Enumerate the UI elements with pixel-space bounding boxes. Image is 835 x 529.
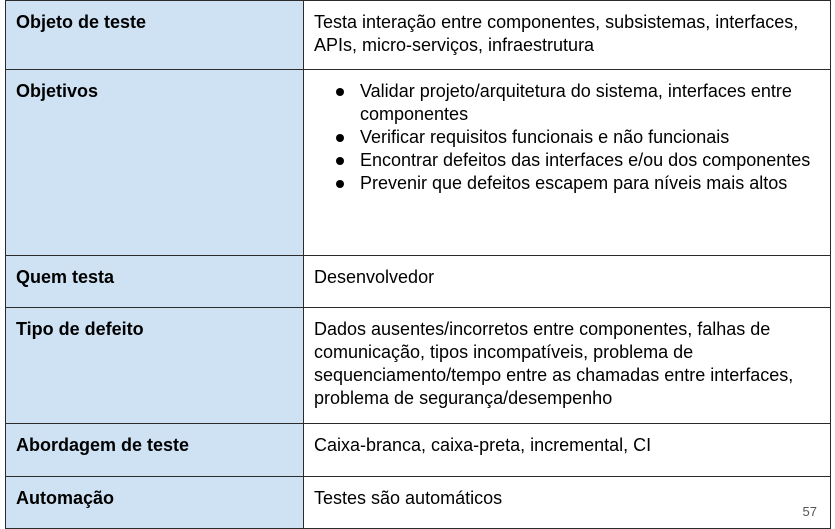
row-label: Objetivos bbox=[6, 70, 304, 256]
row-label: Abordagem de teste bbox=[6, 424, 304, 477]
table-row-automation bbox=[6, 477, 831, 529]
table-row-objectives bbox=[6, 70, 831, 256]
row-value: Desenvolvedor bbox=[304, 256, 831, 308]
row-label: Automação bbox=[6, 477, 304, 529]
table-row-test-object bbox=[6, 1, 831, 70]
list-item: Prevenir que defeitos escapem para níveis mais altos bbox=[360, 172, 820, 195]
row-label: Tipo de defeito bbox=[6, 308, 304, 424]
row-value: Dados ausentes/incorretos entre componentes, falhas de comunicação, tipos incompatíveis, problema de sequenciamento/tempo entre as chamadas entre interfaces, problema de segurança/desempenho bbox=[304, 308, 831, 424]
page-number: 57 bbox=[802, 504, 817, 519]
objectives-list bbox=[314, 80, 820, 195]
row-label: Quem testa bbox=[6, 256, 304, 308]
info-table bbox=[5, 0, 831, 529]
table-row-who-tests bbox=[6, 256, 831, 308]
row-value: Testa interação entre componentes, subsistemas, interfaces, APIs, micro-serviços, infraestrutura bbox=[304, 1, 831, 70]
table-row-test-approach bbox=[6, 424, 831, 477]
list-item: Validar projeto/arquitetura do sistema, interfaces entre componentes bbox=[360, 80, 820, 126]
list-item: Encontrar defeitos das interfaces e/ou dos componentes bbox=[360, 149, 820, 172]
list-item: Verificar requisitos funcionais e não funcionais bbox=[360, 126, 820, 149]
row-label: Objeto de teste bbox=[6, 1, 304, 70]
row-value: Testes são automáticos bbox=[304, 477, 831, 529]
row-value-list bbox=[304, 70, 831, 256]
table-row-defect-type bbox=[6, 308, 831, 424]
row-value: Caixa-branca, caixa-preta, incremental, CI bbox=[304, 424, 831, 477]
